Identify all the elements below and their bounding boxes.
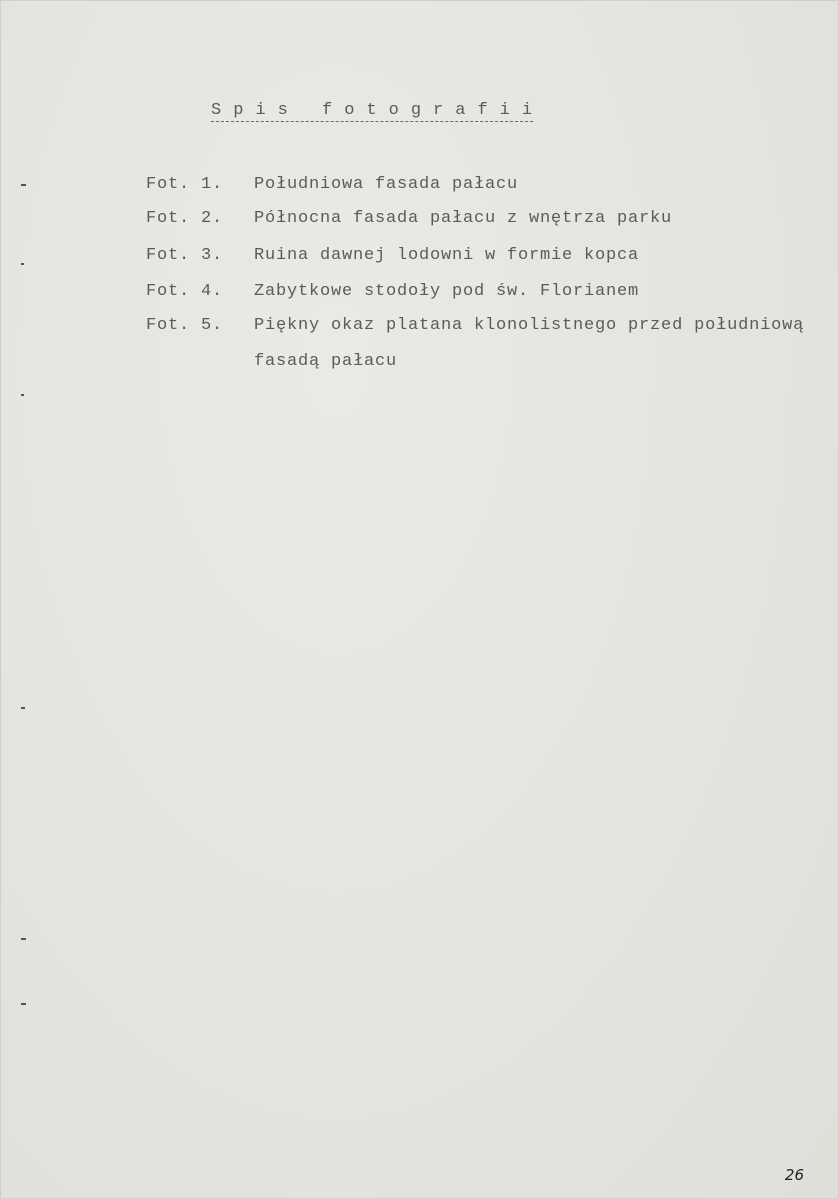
photo-label: Fot. 4.: [146, 282, 224, 301]
photo-label: Fot. 2.: [146, 209, 224, 228]
photo-caption: Piękny okaz platana klonolistnego przed południową: [254, 316, 805, 335]
photo-label: Fot. 3.: [146, 246, 224, 265]
photo-label: Fot. 1.: [146, 175, 224, 194]
photo-caption: Zabytkowe stodoły pod św. Florianem: [254, 282, 640, 301]
margin-mark: [21, 394, 24, 396]
page-number: 26: [784, 1166, 804, 1184]
photo-caption: Północna fasada pałacu z wnętrza parku: [254, 209, 673, 228]
margin-mark: [21, 938, 26, 940]
page-title: S p i s f o t o g r a f i i: [211, 101, 533, 120]
margin-mark: [21, 263, 24, 265]
photo-caption: Ruina dawnej lodowni w formie kopca: [254, 246, 640, 265]
margin-mark: [21, 1003, 26, 1005]
photo-label: Fot. 5.: [146, 316, 224, 335]
margin-mark: [21, 184, 26, 186]
margin-mark: [21, 707, 25, 709]
photo-caption-continued: fasadą pałacu: [254, 352, 398, 371]
photo-caption: Południowa fasada pałacu: [254, 175, 519, 194]
